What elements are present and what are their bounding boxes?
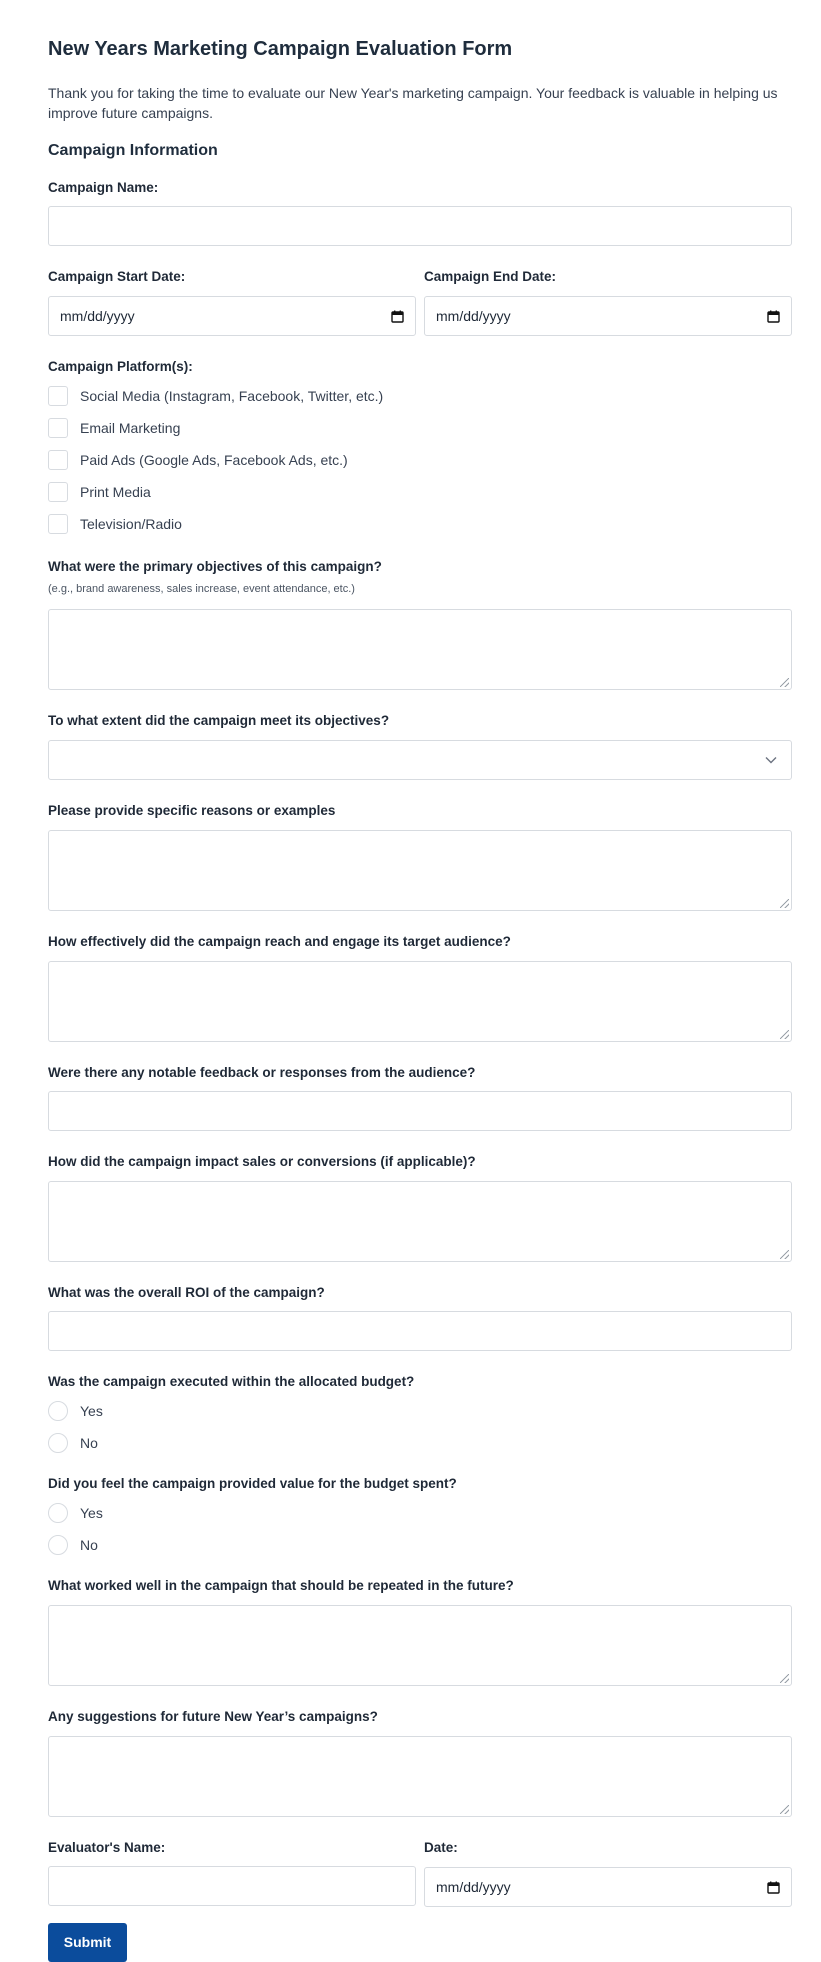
start-date-label: Campaign Start Date: <box>48 269 186 284</box>
campaign-name-field <box>48 179 789 246</box>
platform-option[interactable]: Social Media (Instagram, Facebook, Twitter, etc.) <box>48 386 789 406</box>
eval-date-input[interactable] <box>424 1867 792 1907</box>
evaluator-row <box>48 1839 789 1907</box>
reasons-textarea[interactable] <box>48 830 792 911</box>
start-date-placeholder: mm/dd/yyyy <box>60 308 135 324</box>
start-date-input[interactable] <box>48 296 416 336</box>
eval-date-label: Date: <box>424 1840 458 1855</box>
platform-option[interactable]: Paid Ads (Google Ads, Facebook Ads, etc.) <box>48 450 789 470</box>
end-date-field <box>424 268 792 336</box>
worked-well-field <box>48 1577 789 1686</box>
radio-button[interactable] <box>48 1433 68 1453</box>
platform-option[interactable]: Television/Radio <box>48 514 789 534</box>
within-budget-label: Was the campaign executed within the allocated budget? <box>48 1374 415 1389</box>
eval-date-field <box>424 1839 792 1907</box>
suggestions-label: Any suggestions for future New Year’s campaigns? <box>48 1709 378 1724</box>
platform-option[interactable]: Print Media <box>48 482 789 502</box>
reasons-field <box>48 802 789 911</box>
evaluator-name-input[interactable] <box>48 1866 416 1906</box>
sales-impact-field <box>48 1153 789 1262</box>
roi-label: What was the overall ROI of the campaign? <box>48 1285 325 1300</box>
value-for-budget-label: Did you feel the campaign provided value for the budget spent? <box>48 1476 457 1491</box>
extent-met-label: To what extent did the campaign meet its objectives? <box>48 713 390 728</box>
platform-checkbox[interactable] <box>48 514 68 534</box>
end-date-placeholder: mm/dd/yyyy <box>436 308 511 324</box>
platform-checkbox[interactable] <box>48 482 68 502</box>
evaluator-name-field <box>48 1839 416 1907</box>
within-budget-yes[interactable]: Yes <box>48 1401 789 1421</box>
form-title: New Years Marketing Campaign Evaluation Form <box>48 38 513 60</box>
audience-feedback-label: Were there any notable feedback or responses from the audience? <box>48 1065 476 1080</box>
radio-button[interactable] <box>48 1503 68 1523</box>
suggestions-field <box>48 1708 789 1817</box>
resize-grip-icon[interactable] <box>780 899 789 908</box>
calendar-icon[interactable] <box>767 1881 780 1894</box>
calendar-icon[interactable] <box>391 310 404 323</box>
reasons-label: Please provide specific reasons or examples <box>48 803 336 818</box>
resize-grip-icon[interactable] <box>780 678 789 687</box>
extent-met-field <box>48 712 789 780</box>
sales-impact-textarea[interactable] <box>48 1181 792 1262</box>
objectives-field <box>48 558 789 690</box>
value-for-budget-field <box>48 1475 789 1555</box>
worked-well-textarea[interactable] <box>48 1605 792 1686</box>
roi-input[interactable] <box>48 1311 792 1351</box>
roi-field <box>48 1284 789 1351</box>
value-for-budget-no[interactable]: No <box>48 1535 789 1555</box>
extent-met-select[interactable] <box>48 740 792 780</box>
campaign-name-input[interactable] <box>48 206 792 246</box>
within-budget-no[interactable]: No <box>48 1433 789 1453</box>
resize-grip-icon[interactable] <box>780 1030 789 1039</box>
audience-reach-label: How effectively did the campaign reach and engage its target audience? <box>48 934 511 949</box>
submit-button[interactable]: Submit <box>48 1923 127 1962</box>
campaign-dates-row <box>48 268 789 336</box>
campaign-name-label: Campaign Name: <box>48 180 159 195</box>
audience-feedback-input[interactable] <box>48 1091 792 1131</box>
resize-grip-icon[interactable] <box>780 1674 789 1683</box>
end-date-input[interactable] <box>424 296 792 336</box>
platform-checkbox[interactable] <box>48 418 68 438</box>
value-for-budget-yes[interactable]: Yes <box>48 1503 789 1523</box>
start-date-field <box>48 268 416 336</box>
platforms-field <box>48 358 789 534</box>
evaluator-name-label: Evaluator's Name: <box>48 1840 166 1855</box>
platform-option[interactable]: Email Marketing <box>48 418 789 438</box>
objectives-label: What were the primary objectives of this campaign? <box>48 559 382 574</box>
eval-date-placeholder: mm/dd/yyyy <box>436 1879 511 1895</box>
audience-feedback-field <box>48 1064 789 1131</box>
within-budget-field <box>48 1373 789 1453</box>
radio-button[interactable] <box>48 1401 68 1421</box>
objectives-textarea[interactable] <box>48 609 792 690</box>
form-intro: Thank you for taking the time to evaluate our New Year's marketing campaign. Your feedback is valuable in helping us improve future campaigns. <box>48 85 778 121</box>
end-date-label: Campaign End Date: <box>424 269 557 284</box>
worked-well-label: What worked well in the campaign that should be repeated in the future? <box>48 1578 514 1593</box>
calendar-icon[interactable] <box>767 310 780 323</box>
audience-reach-field <box>48 933 789 1042</box>
platform-checkbox[interactable] <box>48 386 68 406</box>
sales-impact-label: How did the campaign impact sales or conversions (if applicable)? <box>48 1154 476 1169</box>
resize-grip-icon[interactable] <box>780 1805 789 1814</box>
suggestions-textarea[interactable] <box>48 1736 792 1817</box>
section-campaign-information: Campaign Information <box>48 142 218 159</box>
audience-reach-textarea[interactable] <box>48 961 792 1042</box>
radio-button[interactable] <box>48 1535 68 1555</box>
platform-checkbox[interactable] <box>48 450 68 470</box>
objectives-hint: (e.g., brand awareness, sales increase, event attendance, etc.) <box>48 583 355 595</box>
chevron-down-icon <box>765 751 777 769</box>
resize-grip-icon[interactable] <box>780 1250 789 1259</box>
platforms-label: Campaign Platform(s): <box>48 359 193 374</box>
